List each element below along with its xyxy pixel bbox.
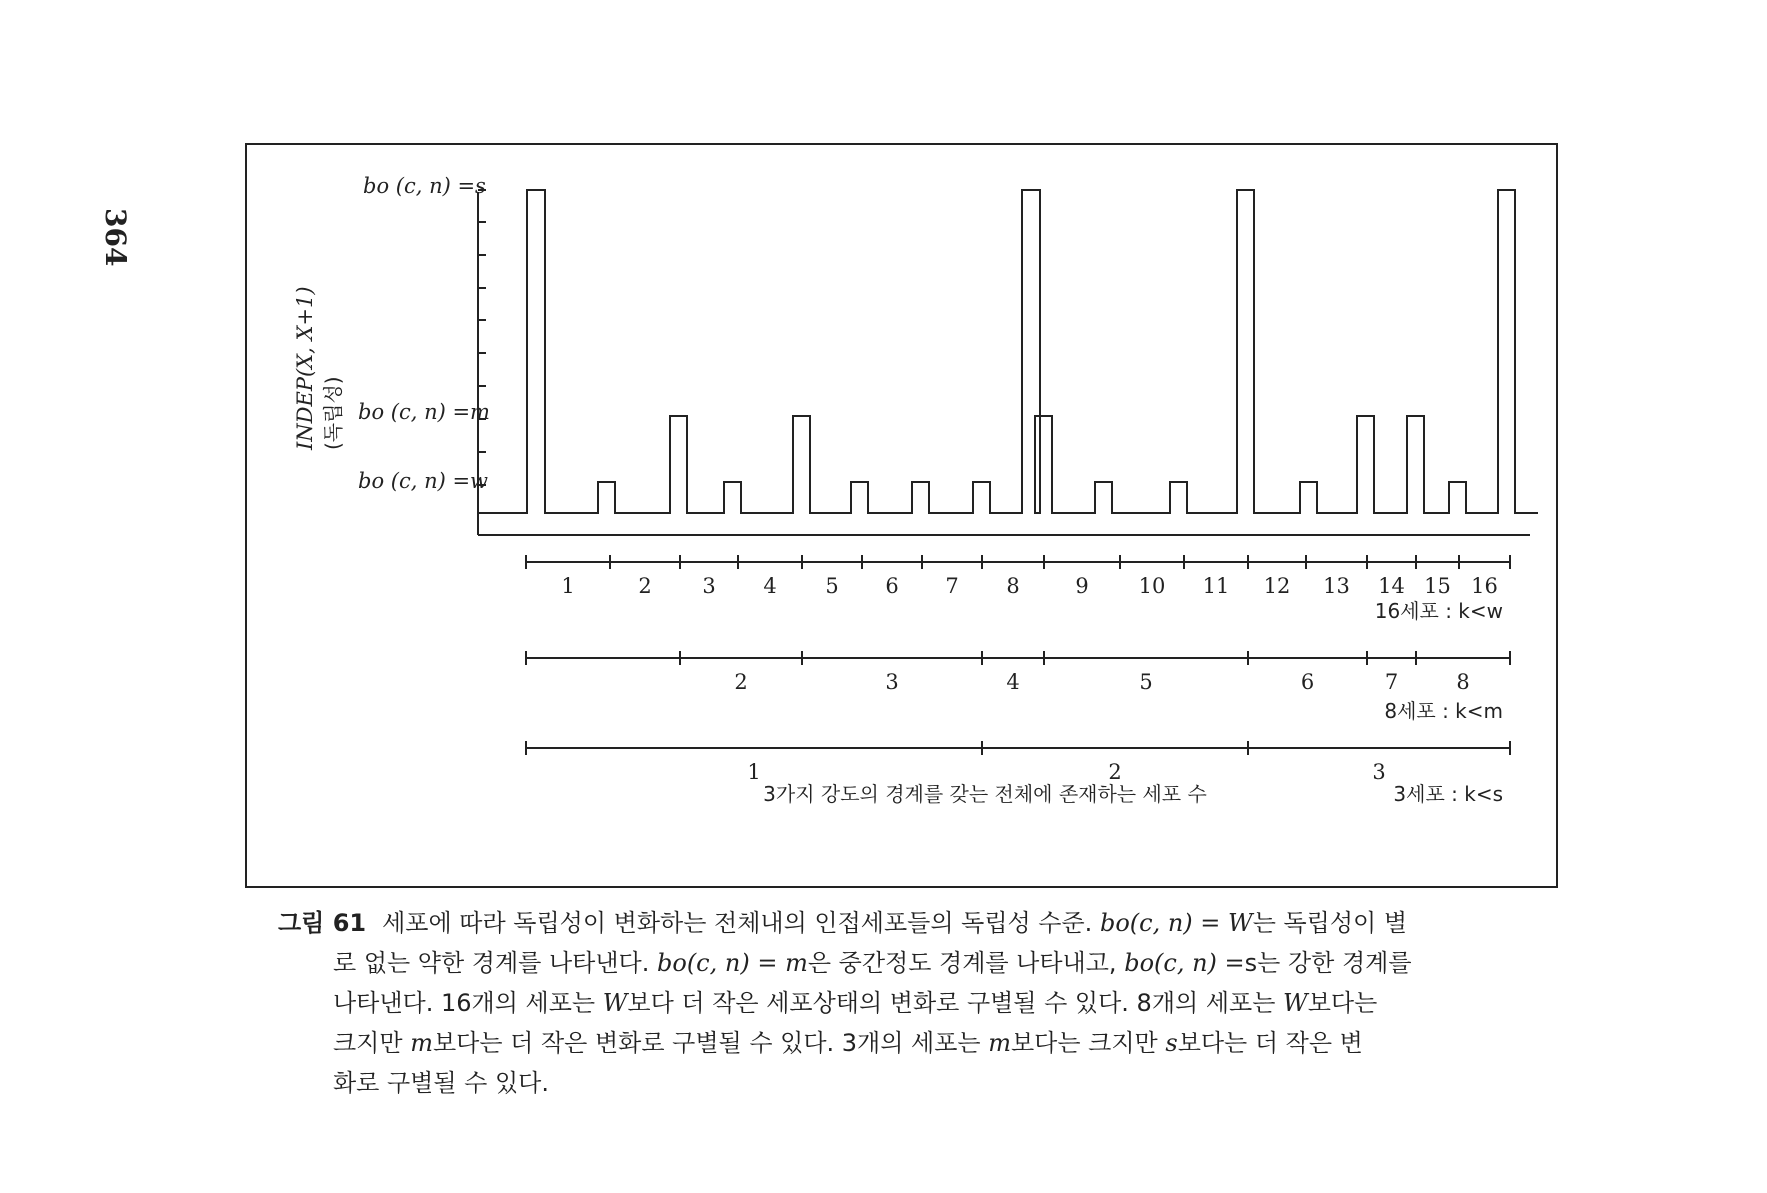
cell-number-label: 3 [885,670,899,694]
row-note-16: 16세포 : k<w [1374,599,1503,623]
cell-number-label: 3 [702,574,716,598]
cell-number-label: 5 [1139,670,1153,694]
cell-number-label: 5 [825,574,839,598]
row-note-3: 3세포 : k<s [1393,782,1503,806]
cell-number-label: 16 [1471,574,1498,598]
page-number: 364 [99,208,132,267]
cell-number-label: 4 [763,574,777,598]
cell-number-label: 10 [1138,574,1166,598]
cell-number-label: 9 [1075,574,1089,598]
cell-number-label: 12 [1263,574,1291,598]
cell-number-label: 11 [1202,574,1230,598]
y-axis-label: INDEP(X, X+1) [293,286,317,450]
cell-number-label: 1 [747,760,761,784]
row-note-8: 8세포 : k<m [1384,699,1503,723]
figure-caption [278,903,1560,1103]
cell-number-label: 6 [885,574,899,598]
cell-number-label: 3 [1372,760,1386,784]
cell-number-label: 13 [1323,574,1350,598]
level-label-w: bo (c, n) =w [358,469,489,493]
caption-label: 그림 61 [278,909,367,937]
independence-pulse-signal [478,190,1538,513]
cell-number-label: 6 [1300,670,1315,694]
cell-number-label: 7 [1384,670,1399,694]
cell-number-label: 14 [1378,574,1405,598]
cell-number-label: 7 [945,574,959,598]
cell-number-label: 15 [1424,574,1451,598]
cell-number-label: 2 [638,574,652,598]
cell-number-label: 2 [1108,760,1122,784]
cell-number-label: 4 [1006,670,1020,694]
caption-line-4: 크지만 m보다는 더 작은 변화로 구별될 수 있다. 3개의 세포는 m보다는 크지만 s보다는 더 작은 변 [333,1029,1363,1057]
cell-rows [526,555,1510,784]
cell-number-label: 1 [561,574,575,598]
caption-line-1: 그림 61 세포에 따라 독립성이 변화하는 전체내의 인접세포들의 독립성 수준. bo(c, n) = W는 독립성이 별 [278,909,1408,937]
cell-number-label: 8 [1006,574,1020,598]
level-label-s: bo (c, n) =s [363,174,486,198]
caption-line-5: 화로 구별될 수 있다. [333,1069,549,1097]
cell-number-label: 2 [734,670,748,694]
y-axis-sublabel: (독립성) [321,376,345,450]
footer-text: 3가지 강도의 경계를 갖는 전체에 존재하는 세포 수 [763,782,1207,806]
y-axis-ticks [478,190,486,485]
caption-line-2: 로 없는 약한 경계를 나타낸다. bo(c, n) = m은 중간정도 경계를 나타내고, bo(c, n) =s는 강한 경계를 [333,949,1412,977]
level-label-m: bo (c, n) =m [358,400,490,424]
caption-line-3: 나타낸다. 16개의 세포는 W보다 더 작은 세포상태의 변화로 구별될 수 있다. 8개의 세포는 W보다는 [333,989,1378,1017]
cell-number-label: 8 [1456,670,1470,694]
